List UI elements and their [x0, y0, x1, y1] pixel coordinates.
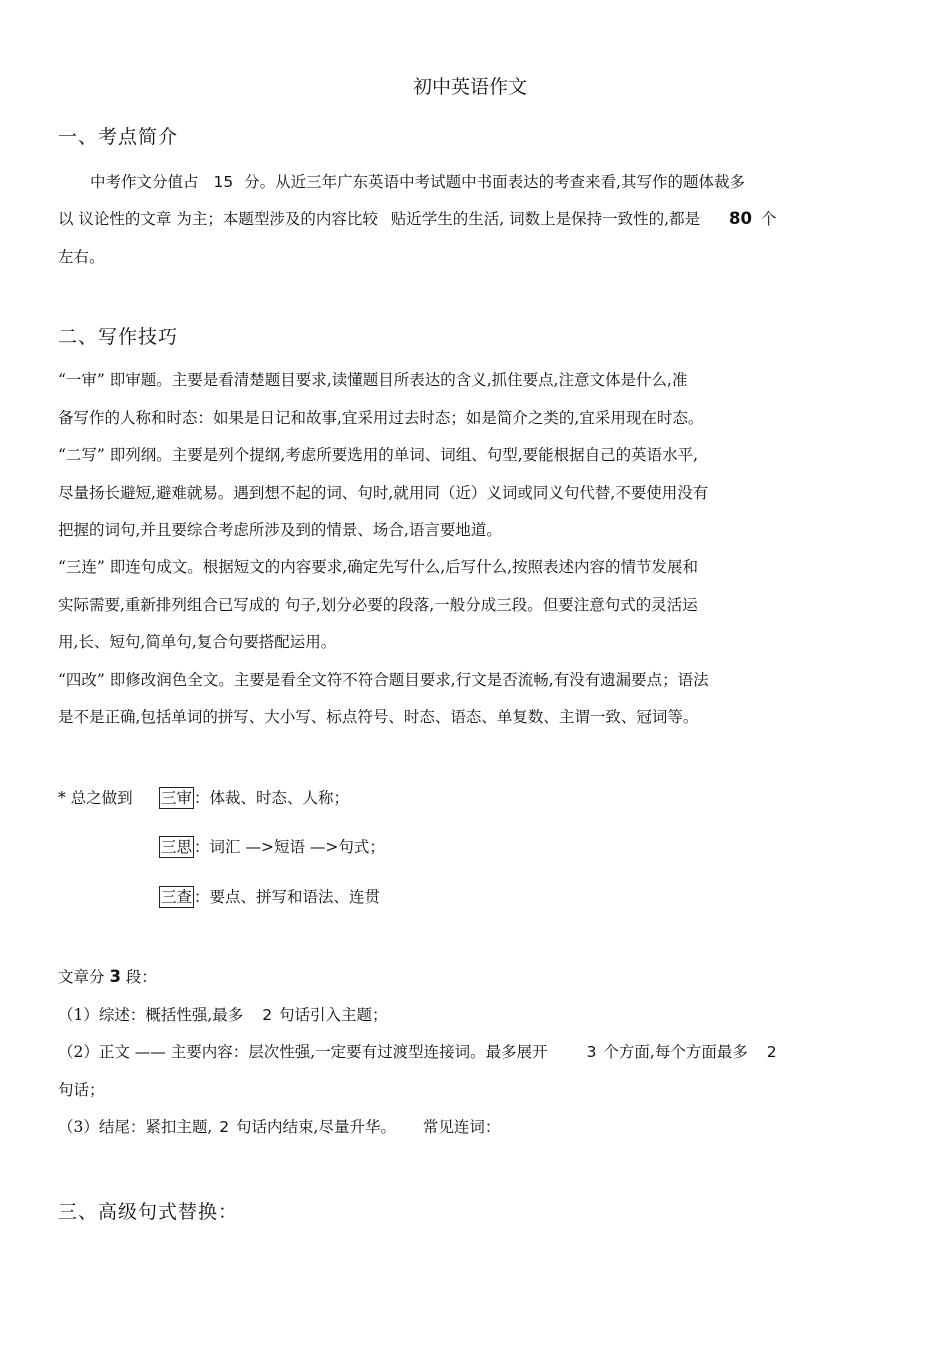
paragraph-line: 把握的词句,并且要综合考虑所涉及到的情景、场合,语言要地道。	[58, 521, 502, 539]
summary-text: 要点、拼写和语法、连贯	[209, 888, 381, 906]
structure-intro	[58, 965, 157, 987]
text: 文章分	[58, 968, 105, 986]
number: 2	[766, 1043, 777, 1061]
section-heading-2: 二、写作技巧	[58, 326, 179, 348]
summary-text: 体裁、时态、人称；	[209, 789, 350, 807]
page-title: 初中英语作文	[412, 76, 527, 98]
paragraph-line: “二写” 即列纲。主要是列个提纲,考虑所要选用的单词、词组、句型,要能根据自己的英语水平,	[58, 446, 699, 464]
text: （3）结尾：紧扣主题,	[58, 1118, 213, 1136]
text: 分。从近三年广东英语中考试题中书面表达的考查来看,其写作的题体裁多	[244, 173, 746, 191]
number: 2	[219, 1118, 230, 1136]
summary-tag: 三审	[161, 789, 193, 807]
summary-sep: ：	[194, 888, 210, 906]
summary-row	[159, 835, 385, 858]
structure-line: 句话；	[58, 1081, 105, 1099]
text: （2）正文 —— 主要内容：层次性强,一定要有过渡型连接词。最多展开	[58, 1043, 548, 1061]
paragraph-line: 备写作的人称和时态：如果是日记和故事,宜采用过去时态；如是简介之类的,宜采用现在时态。	[58, 409, 704, 427]
number: 80	[729, 209, 752, 228]
section-heading-1: 一、考点简介	[58, 126, 179, 148]
text: 常见连词：	[422, 1118, 501, 1136]
summary-sep: ：	[194, 838, 210, 856]
text: （1）综述：概括性强,最多	[58, 1006, 244, 1024]
paragraph-line	[58, 207, 776, 229]
paragraph-line: 是不是正确,包括单词的拼写、大小写、标点符号、时态、语态、单复数、主谓一致、冠词等。	[58, 708, 699, 726]
number: 3	[109, 967, 121, 986]
number: 2	[262, 1006, 273, 1024]
structure-line	[58, 1040, 777, 1062]
summary-tag: 三查	[161, 888, 193, 906]
structure-line	[58, 1003, 388, 1025]
text: 中考作文分值占	[90, 173, 199, 191]
paragraph-line: 实际需要,重新排列组合已写成的 句子,划分必要的段落,一般分成三段。但要注意句式的灵活运	[58, 596, 698, 614]
text: 句话内结束,尽量升华。	[236, 1118, 396, 1136]
number: 15	[213, 173, 234, 191]
text: 段：	[125, 968, 157, 986]
paragraph-line	[90, 170, 745, 192]
text: 个方面,每个方面最多	[603, 1043, 748, 1061]
text: 句话引入主题；	[279, 1006, 388, 1024]
text: 贴近学生的生活, 词数上是保持一致性的,都是	[390, 210, 701, 228]
number: 3	[586, 1043, 597, 1061]
paragraph-line: “一审” 即审题。主要是看清楚题目要求,读懂题目所表达的含义,抓住要点,注意文体是什么,准	[58, 371, 688, 389]
summary-row	[159, 885, 380, 908]
paragraph-line: “三连” 即连句成文。根据短文的内容要求,确定先写什么,后写什么,按照表述内容的情节发展和	[58, 558, 699, 576]
paragraph-line: 用,长、短句,简单句,复合句要搭配运用。	[58, 633, 337, 651]
text: 个	[760, 210, 777, 228]
paragraph-line: “四改” 即修改润色全文。主要是看全文符不符合题目要求,行文是否流畅,有没有遗漏要点；语法	[58, 671, 709, 689]
section-heading-3: 三、高级句式替换：	[58, 1201, 239, 1223]
paragraph-line: 左右。	[58, 248, 105, 266]
summary-lead: * 总之做到	[58, 789, 133, 807]
text: 以 议论性的文章 为主；本题型涉及的内容比较	[58, 210, 378, 228]
paragraph-line: 尽量扬长避短,避难就易。遇到想不起的词、句时,就用同（近）义词或同义句代替,不要使用没有	[58, 484, 709, 502]
summary-row	[159, 786, 349, 809]
summary-sep: ：	[194, 789, 210, 807]
structure-line	[58, 1115, 500, 1137]
summary-tag: 三思	[161, 838, 193, 856]
summary-text: 词汇 —>短语 —>句式；	[209, 838, 385, 856]
